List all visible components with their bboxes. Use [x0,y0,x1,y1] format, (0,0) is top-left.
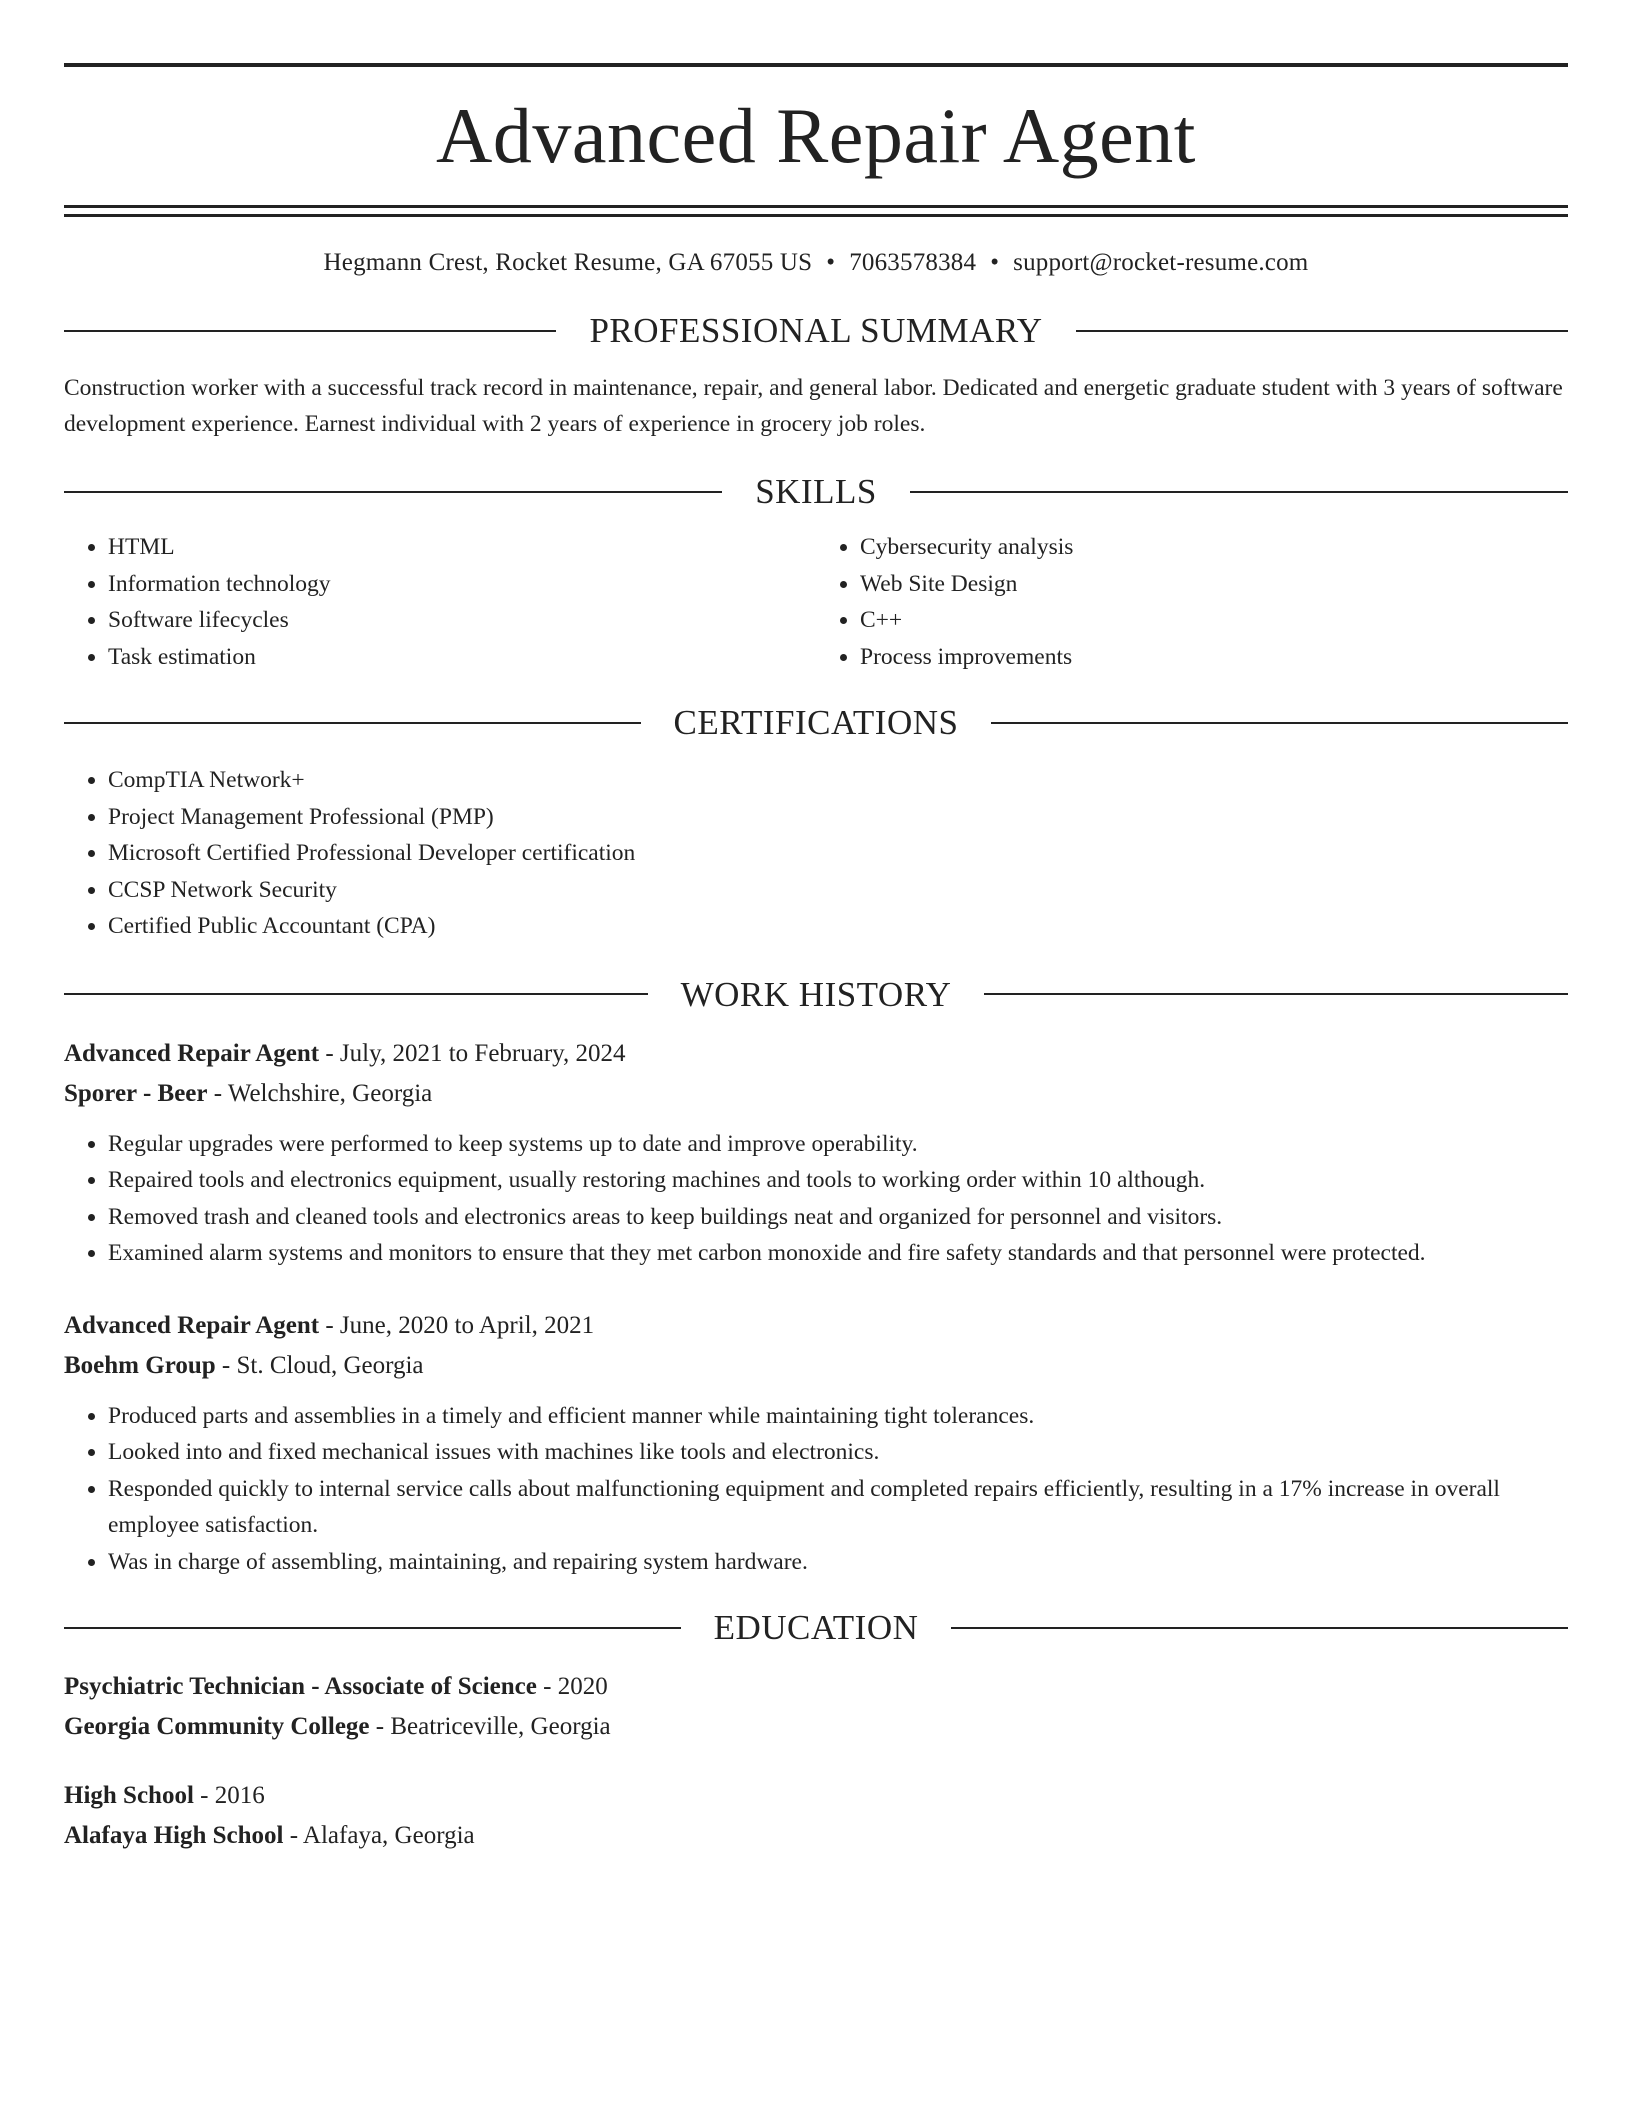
section-header-certifications [64,705,1568,740]
job-bullet: • Repaired tools and electronics equipment, usually restoring machines and tools to working order within 10 although. [108,1162,1568,1199]
job-bullet: • Responded quickly to internal service calls about malfunctioning equipment and completed repairs efficiently, resulting in a 17% increase in overall employee satisfaction. [108,1471,1568,1544]
skill-item: • Cybersecurity analysis [860,529,1568,566]
contact-phone: 7063578384 [849,249,977,276]
section-rule [64,330,556,332]
job-dates: - June, 2020 to April, 2021 [319,1311,595,1339]
job-title-line [64,1306,1568,1346]
job-entry [64,1306,1568,1581]
job-bullet: • Removed trash and cleaned tools and electronics areas to keep buildings neat and organized for personnel and visitors. [108,1199,1568,1236]
section-header-summary [64,313,1568,348]
job-bullet: • Regular upgrades were performed to keep systems up to date and improve operability. [108,1126,1568,1163]
job-company: Sporer - Beer [64,1079,208,1107]
job-bullets [64,1126,1568,1272]
education-school: Georgia Community College [64,1713,370,1740]
certification-item: • Certified Public Accountant (CPA) [108,908,1568,945]
job-title-line [64,1034,1568,1074]
education-degree-line [64,1776,1568,1816]
skill-item: • HTML [108,529,816,566]
job-company: Boehm Group [64,1351,216,1379]
education-location: - Alafaya, Georgia [283,1822,475,1849]
section-title: SKILLS [755,472,877,511]
education-entry [64,1667,1568,1747]
job-bullet: • Examined alarm systems and monitors to ensure that they met carbon monoxide and fire safety standards and that personnel were protected. [108,1235,1568,1272]
section-header-work [64,974,1568,1014]
section-rule [984,993,1568,995]
skills-list [64,529,1568,675]
contact-address: Hegmann Crest, Rocket Resume, GA 67055 US [323,249,813,276]
double-rule [64,205,1568,217]
section-rule [910,491,1568,493]
section-rule [951,1627,1568,1629]
section-rule [64,722,641,724]
education-year: - 2016 [193,1782,265,1809]
certifications-list [64,762,1568,945]
section-title: EDUCATION [713,1608,919,1647]
job-dates: - July, 2021 to February, 2024 [319,1039,626,1067]
section-rule [64,1627,681,1629]
section-title: CERTIFICATIONS [673,703,959,742]
education-school: Alafaya High School [64,1822,284,1849]
section-rule [1076,330,1568,332]
skill-item: • Information technology [108,566,816,603]
skill-item: • Web Site Design [860,566,1568,603]
section-rule [64,491,722,493]
contact-separator: • [826,249,836,276]
certification-item: • CompTIA Network+ [108,762,1568,799]
education-degree: High School [64,1782,194,1809]
job-entry [64,1034,1568,1272]
section-rule [991,722,1568,724]
certification-item: • Project Management Professional (PMP) [108,799,1568,836]
job-location: - St. Cloud, Georgia [215,1351,424,1379]
education-degree: Psychiatric Technician - Associate of Science [64,1673,537,1700]
job-company-line [64,1346,1568,1386]
skill-item: • Task estimation [108,639,816,676]
skills-column-left [64,529,816,675]
education-location: - Beatriceville, Georgia [369,1713,611,1740]
job-bullet: • Was in charge of assembling, maintaining, and repairing system hardware. [108,1544,1568,1581]
skills-column-right [816,529,1568,675]
top-rule [64,63,1568,67]
skill-item: • Process improvements [860,639,1568,676]
certification-item: • CCSP Network Security [108,872,1568,909]
contact-separator: • [990,249,1000,276]
job-bullet: • Looked into and fixed mechanical issues with machines like tools and electronics. [108,1434,1568,1471]
education-school-line [64,1707,1568,1747]
skill-item: • Software lifecycles [108,602,816,639]
contact-line [64,249,1568,277]
job-title: Advanced Repair Agent [64,1039,320,1067]
summary-text: Construction worker with a successful track record in maintenance, repair, and general labor. Dedicated and energetic graduate student with 3 years of software development experience. Earnest individual with 2 years of experience in grocery job roles. [64,375,1563,437]
education-degree-line [64,1667,1568,1707]
section-title: PROFESSIONAL SUMMARY [589,311,1043,350]
contact-email: support@rocket-resume.com [1013,249,1309,276]
certification-item: • Microsoft Certified Professional Developer certification [108,835,1568,872]
education-school-line [64,1816,1568,1856]
education-entry [64,1776,1568,1856]
job-bullets [64,1398,1568,1581]
section-header-skills [64,474,1568,509]
job-bullet: • Produced parts and assemblies in a timely and efficient manner while maintaining tight tolerances. [108,1398,1568,1435]
section-title: WORK HISTORY [680,974,952,1014]
section-rule [64,993,648,995]
job-company-line [64,1074,1568,1114]
education-year: - 2020 [536,1673,608,1700]
section-header-education [64,1610,1568,1645]
job-title: Advanced Repair Agent [64,1311,320,1339]
skill-item: • C++ [860,602,1568,639]
job-location: - Welchshire, Georgia [207,1079,433,1107]
resume-name: Advanced Repair Agent [436,92,1196,179]
